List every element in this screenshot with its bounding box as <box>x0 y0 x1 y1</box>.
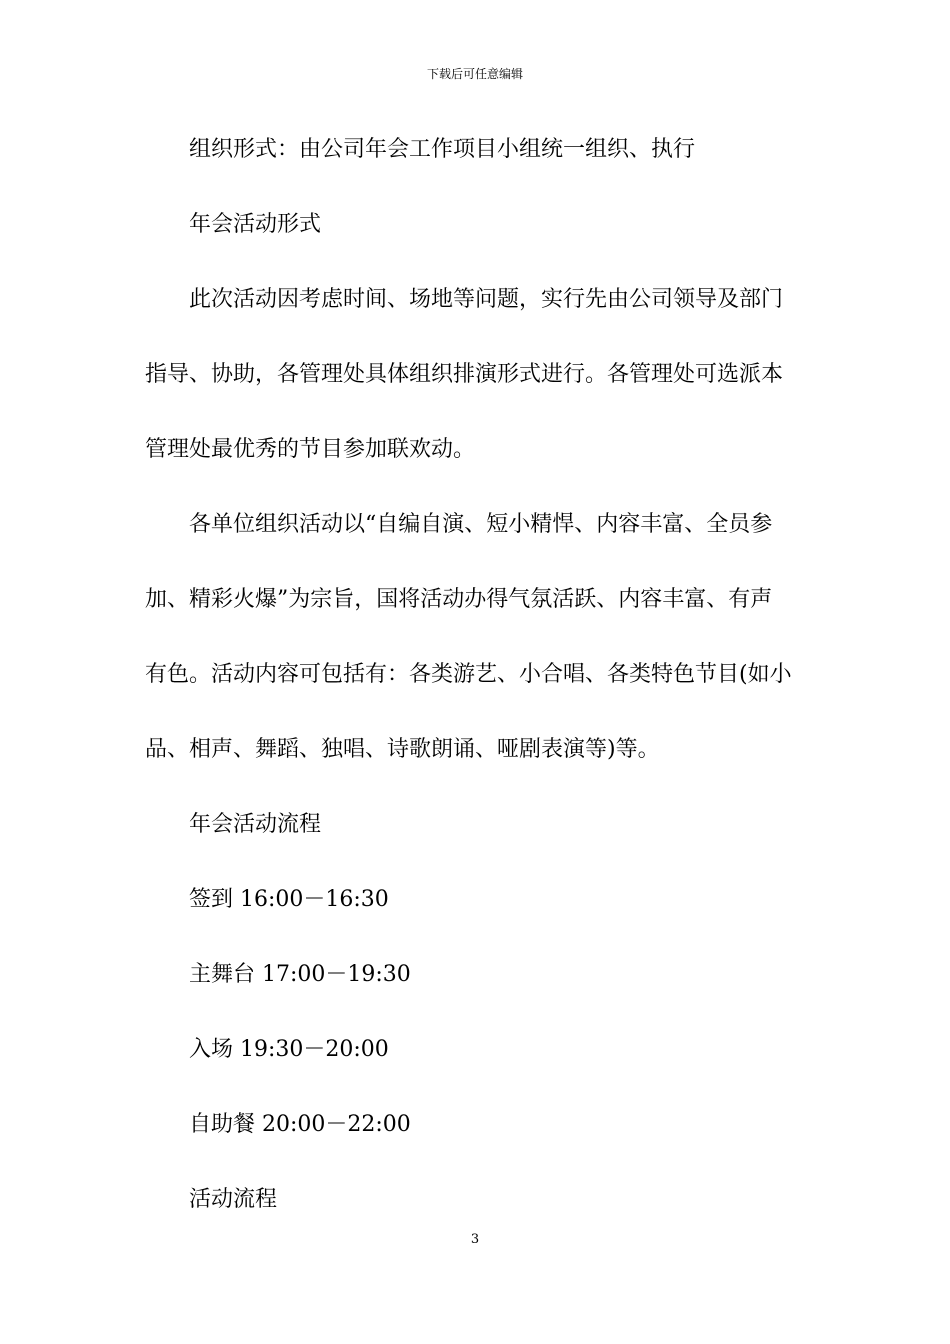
paragraph-line: 指导、协助，各管理处具体组织排演形式进行。各管理处可选派本 <box>145 362 784 387</box>
paragraph-line: 加、精彩火爆”为宗旨，国将活动办得气氛活跃、内容丰富、有声 <box>145 587 773 612</box>
schedule-item-main-stage: 主舞台 17:00－19:30 <box>189 962 411 987</box>
schedule-item-entry: 入场 19:30－20:00 <box>189 1037 389 1062</box>
heading-activity-form: 年会活动形式 <box>189 212 322 237</box>
schedule-item-signin: 签到 16:00－16:30 <box>189 887 389 912</box>
paragraph-line: 有色。活动内容可包括有：各类游艺、小合唱、各类特色节目(如小 <box>145 662 792 687</box>
heading-activity-process: 年会活动流程 <box>189 812 322 837</box>
page-number: 3 <box>470 1232 480 1247</box>
schedule-item-buffet: 自助餐 20:00－22:00 <box>189 1112 411 1137</box>
paragraph-line: 各单位组织活动以“自编自演、短小精悍、内容丰富、全员参 <box>189 512 773 537</box>
paragraph-line: 管理处最优秀的节目参加联欢动。 <box>145 437 476 462</box>
paragraph-organization-form: 组织形式：由公司年会工作项目小组统一组织、执行 <box>189 137 696 162</box>
paragraph-line: 品、相声、舞蹈、独唱、诗歌朗诵、哑剧表演等)等。 <box>145 737 660 762</box>
page-header: 下载后可任意编辑 <box>426 67 523 81</box>
paragraph-line: 此次活动因考虑时间、场地等问题，实行先由公司领导及部门 <box>189 287 784 312</box>
heading-process: 活动流程 <box>189 1187 278 1212</box>
